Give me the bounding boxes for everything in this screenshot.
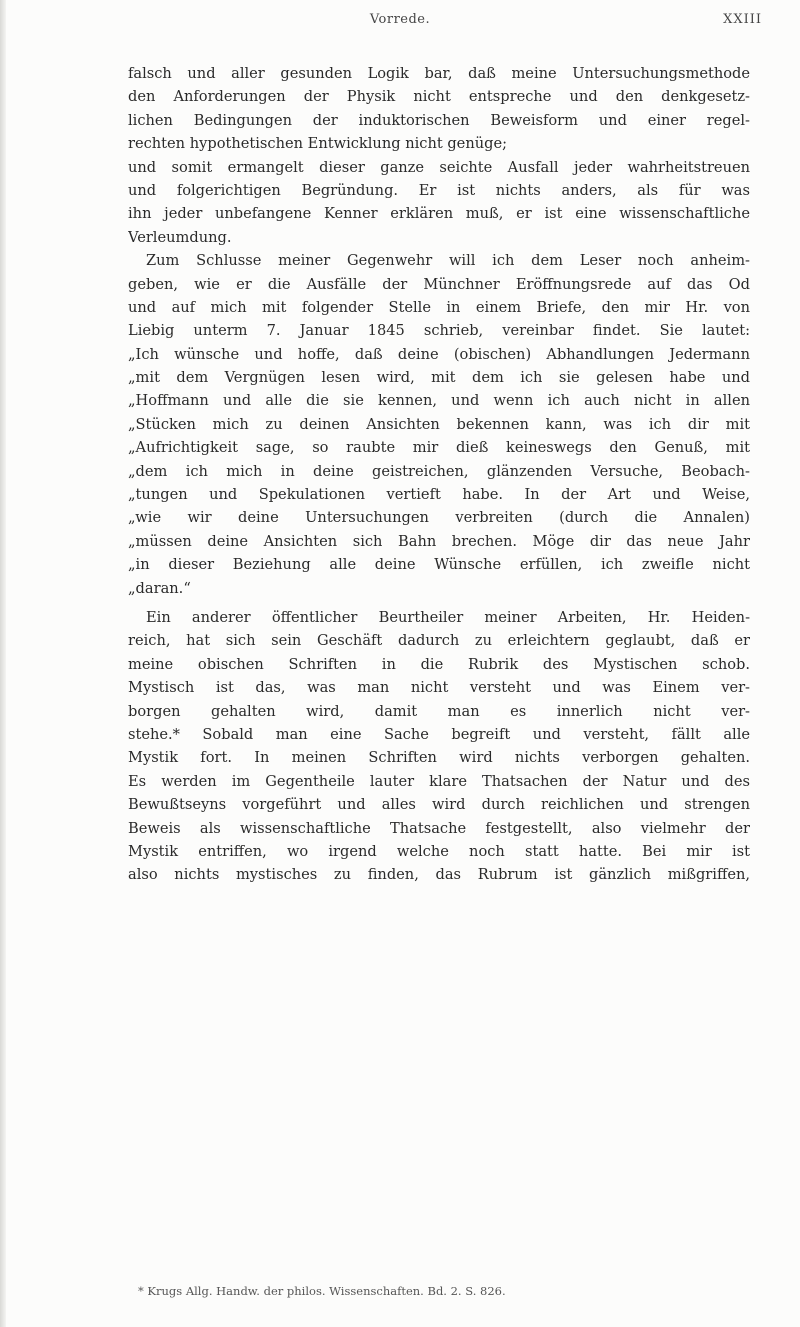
text-line: also nichts mystisches zu finden, das Rubrum ist gänzlich mißgriffen, (128, 866, 750, 884)
text-line: Mystik fort. In meinen Schriften wird nichts verborgen gehalten. (128, 749, 750, 767)
text-line: Ein anderer öffentlicher Beurtheiler meiner Arbeiten, Hr. Heiden- (146, 608, 750, 626)
text-line: und auf mich mit folgender Stelle in einem Briefe, den mir Hr. von (128, 298, 750, 316)
text-line: „in dieser Beziehung alle deine Wünsche erfüllen, ich zweifle nicht (128, 556, 750, 574)
text-line: und folgerichtigen Begründung. Er ist nichts anders, als für was (128, 181, 750, 199)
text-line: „wie wir deine Untersuchungen verbreiten (durch die Annalen) (128, 509, 750, 527)
page-number: XXIII (723, 12, 762, 27)
text-line: falsch und aller gesunden Logik bar, daß meine Untersuchungsmethode (128, 65, 750, 82)
text-line: lichen Bedingungen der induktorischen Beweisform und einer regel- (128, 111, 750, 129)
footnote: * Krugs Allg. Handw. der philos. Wissenschaften. Bd. 2. S. 826. (138, 1284, 506, 1298)
text-line: Mystisch ist das, was man nicht versteht und was Einem ver- (128, 679, 750, 697)
running-head: Vorrede. (369, 12, 431, 27)
text-line: meine obischen Schriften in die Rubrik des Mystischen schob. (128, 655, 750, 673)
text-line: Beweis als wissenschaftliche Thatsache festgestellt, also vielmehr der (128, 819, 750, 837)
text-line: ihn jeder unbefangene Kenner erklären muß, er ist eine wissenschaftliche (128, 205, 750, 223)
text-line: rechten hypothetischen Entwicklung nicht genüge; (128, 135, 508, 153)
text-line: den Anforderungen der Physik nicht entspreche und den denkgesetz- (128, 88, 750, 106)
text-line: „tungen und Spekulationen vertieft habe. In der Art und Weise, (128, 486, 750, 504)
text-line: Mystik entriffen, wo irgend welche noch statt hatte. Bei mir ist (128, 842, 750, 860)
text-line: Es werden im Gegentheile lauter klare Thatsachen der Natur und des (128, 772, 750, 790)
text-line: „Aufrichtigkeit sage, so raubte mir dieß keineswegs den Genuß, mit (128, 439, 750, 457)
text-line: stehe.* Sobald man eine Sache begreift und versteht, fällt alle (128, 725, 750, 743)
text-line: „daran.“ (128, 579, 191, 597)
text-line: „mit dem Vergnügen lesen wird, mit dem ich sie gelesen habe und (128, 369, 750, 387)
text-line: „Ich wünsche und hoffe, daß deine (obischen) Abhandlungen Jedermann (128, 345, 750, 363)
text-line: „dem ich mich in deine geistreichen, glänzenden Versuche, Beobach- (128, 462, 750, 480)
text-line: Zum Schlusse meiner Gegenwehr will ich dem Leser noch anheim- (146, 252, 750, 270)
text-line: „Hoffmann und alle die sie kennen, und wenn ich auch nicht in allen (128, 392, 750, 410)
text-line: „müssen deine Ansichten sich Bahn brechen. Möge dir das neue Jahr (128, 532, 750, 550)
text-line: und somit ermangelt dieser ganze seichte Ausfall jeder wahrheitstreuen (128, 158, 750, 176)
text-line: Bewußtseyns vorgeführt und alles wird durch reichlichen und strengen (128, 796, 750, 814)
text-line: Liebig unterm 7. Januar 1845 schrieb, vereinbar findet. Sie lautet: (128, 322, 750, 340)
text-line: geben, wie er die Ausfälle der Münchner Eröffnungsrede auf das Od (128, 275, 750, 293)
text-line: Verleumdung. (128, 228, 232, 246)
text-line: borgen gehalten wird, damit man es innerlich nicht ver- (128, 702, 750, 720)
text-line: reich, hat sich sein Geschäft dadurch zu erleichtern geglaubt, daß er (128, 632, 750, 650)
body-text (128, 62, 750, 887)
text-line: „Stücken mich zu deinen Ansichten bekennen kann, was ich dir mit (128, 415, 750, 433)
page-gutter-shadow (0, 0, 6, 1327)
